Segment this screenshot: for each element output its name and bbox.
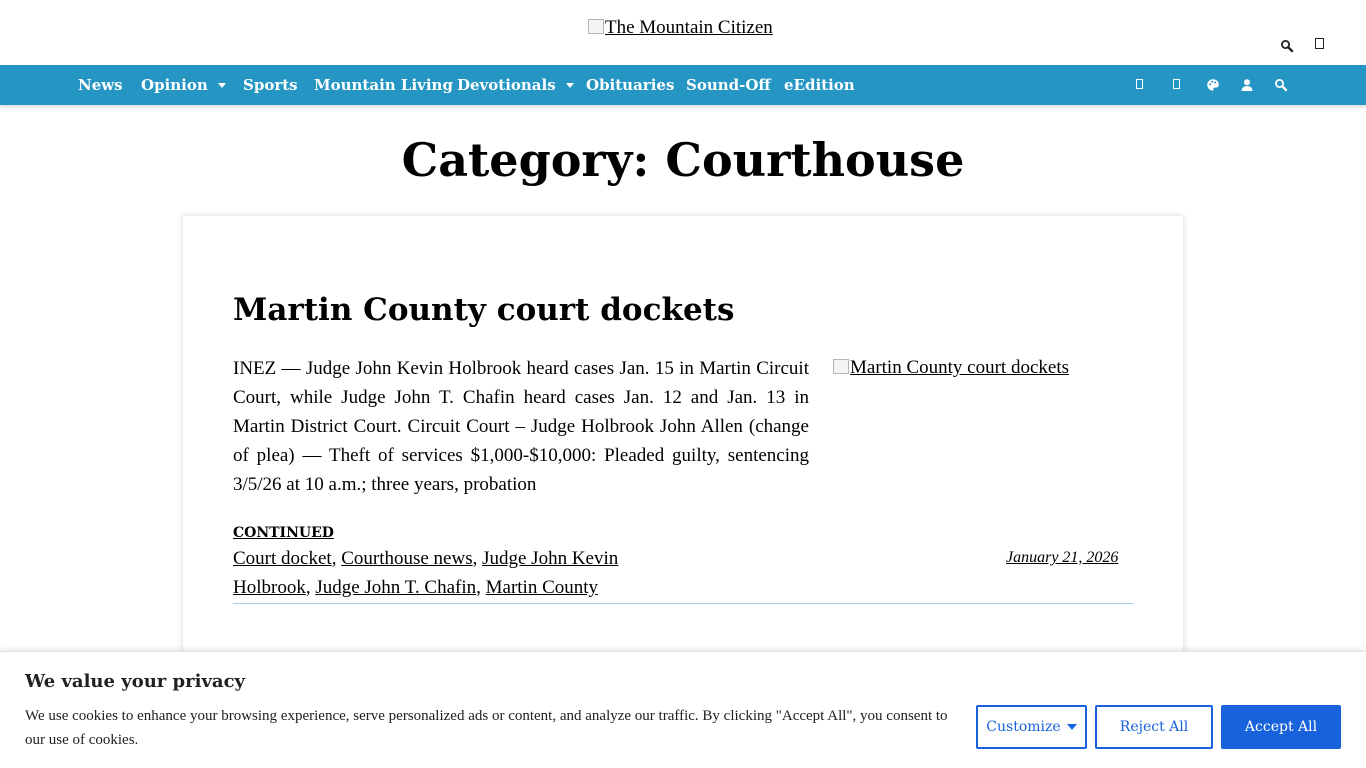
- customize-button-label: Customize: [986, 719, 1061, 735]
- article-image-alt-text: Martin County court dockets: [850, 357, 1069, 378]
- nav-item-devotionals[interactable]: [457, 65, 574, 105]
- nav-item-sports[interactable]: Sports: [243, 76, 298, 94]
- search-icon[interactable]: [1274, 78, 1288, 92]
- site-header: [0, 0, 1366, 65]
- tag-link[interactable]: Judge John Kevin Holbrook: [233, 548, 619, 598]
- article-title[interactable]: Martin County court dockets: [233, 292, 735, 328]
- bookmark-icon[interactable]: [1173, 79, 1180, 89]
- article-image-link[interactable]: [833, 356, 1069, 380]
- nav-item-opinion[interactable]: [141, 65, 226, 105]
- nav-item-sound-off[interactable]: Sound-Off: [686, 76, 771, 94]
- continued-link[interactable]: CONTINUED: [233, 525, 334, 541]
- chevron-down-icon: [566, 83, 574, 88]
- customize-button[interactable]: [976, 705, 1087, 749]
- nav-item-eedition[interactable]: eEdition: [784, 76, 855, 94]
- article-card: [183, 216, 1183, 676]
- nav-item-mountain-living[interactable]: Mountain Living: [314, 76, 453, 94]
- bookmark-icon[interactable]: [1136, 79, 1143, 89]
- cookie-title: We value your privacy: [25, 671, 245, 692]
- nav-item-news[interactable]: News: [78, 76, 123, 94]
- article-excerpt: INEZ — Judge John Kevin Holbrook heard cases Jan. 15 in Martin Circuit Court, while Judge John T. Chafin heard cases Jan. 12 and Jan. 13 in Martin District Court. Circuit Court – Judge Holbrook John Allen (change of plea) — Theft of services $1,000-$10,000: Pleaded guilty, sentencing 3/5/26 at 10 a.m.; three years, probation: [233, 358, 809, 495]
- palette-icon[interactable]: [1206, 78, 1220, 92]
- article-divider: [233, 603, 1133, 604]
- chevron-down-icon: [1067, 724, 1077, 730]
- nav-item-devotionals-label: Devotionals: [457, 76, 556, 94]
- cookie-banner: [0, 651, 1366, 768]
- tag-link[interactable]: Martin County: [485, 577, 599, 598]
- user-icon[interactable]: [1240, 78, 1254, 92]
- accept-all-button[interactable]: Accept All: [1221, 705, 1341, 749]
- tag-link[interactable]: Judge John T. Chafin: [315, 577, 477, 598]
- broken-image-icon: [588, 19, 604, 34]
- cookie-text: We use cookies to enhance your browsing experience, serve personalized ads or content, and analyze our traffic. By clicking "Accept All", you consent to our use of cookies.: [25, 708, 948, 748]
- article-tags: Court docket, Courthouse news, Judge John Kevin Holbrook, Judge John T. Chafin, Martin County: [233, 548, 619, 598]
- page-title: Category: Courthouse: [401, 133, 965, 187]
- tag-link[interactable]: Court docket: [233, 548, 332, 569]
- reject-all-button[interactable]: Reject All: [1095, 705, 1213, 749]
- nav-item-obituaries[interactable]: Obituaries: [586, 76, 675, 94]
- tag-link[interactable]: Courthouse news: [341, 548, 473, 569]
- broken-image-icon: [833, 359, 849, 374]
- nav-item-opinion-label: Opinion: [141, 76, 208, 94]
- article-date[interactable]: January 21, 2026: [1006, 549, 1119, 566]
- site-logo-alt-text: The Mountain Citizen: [605, 18, 773, 35]
- search-icon[interactable]: [1280, 38, 1294, 52]
- chevron-down-icon: [218, 83, 226, 88]
- site-logo[interactable]: [588, 18, 773, 35]
- main-nav: [0, 65, 1366, 105]
- menu-icon[interactable]: [1315, 38, 1324, 49]
